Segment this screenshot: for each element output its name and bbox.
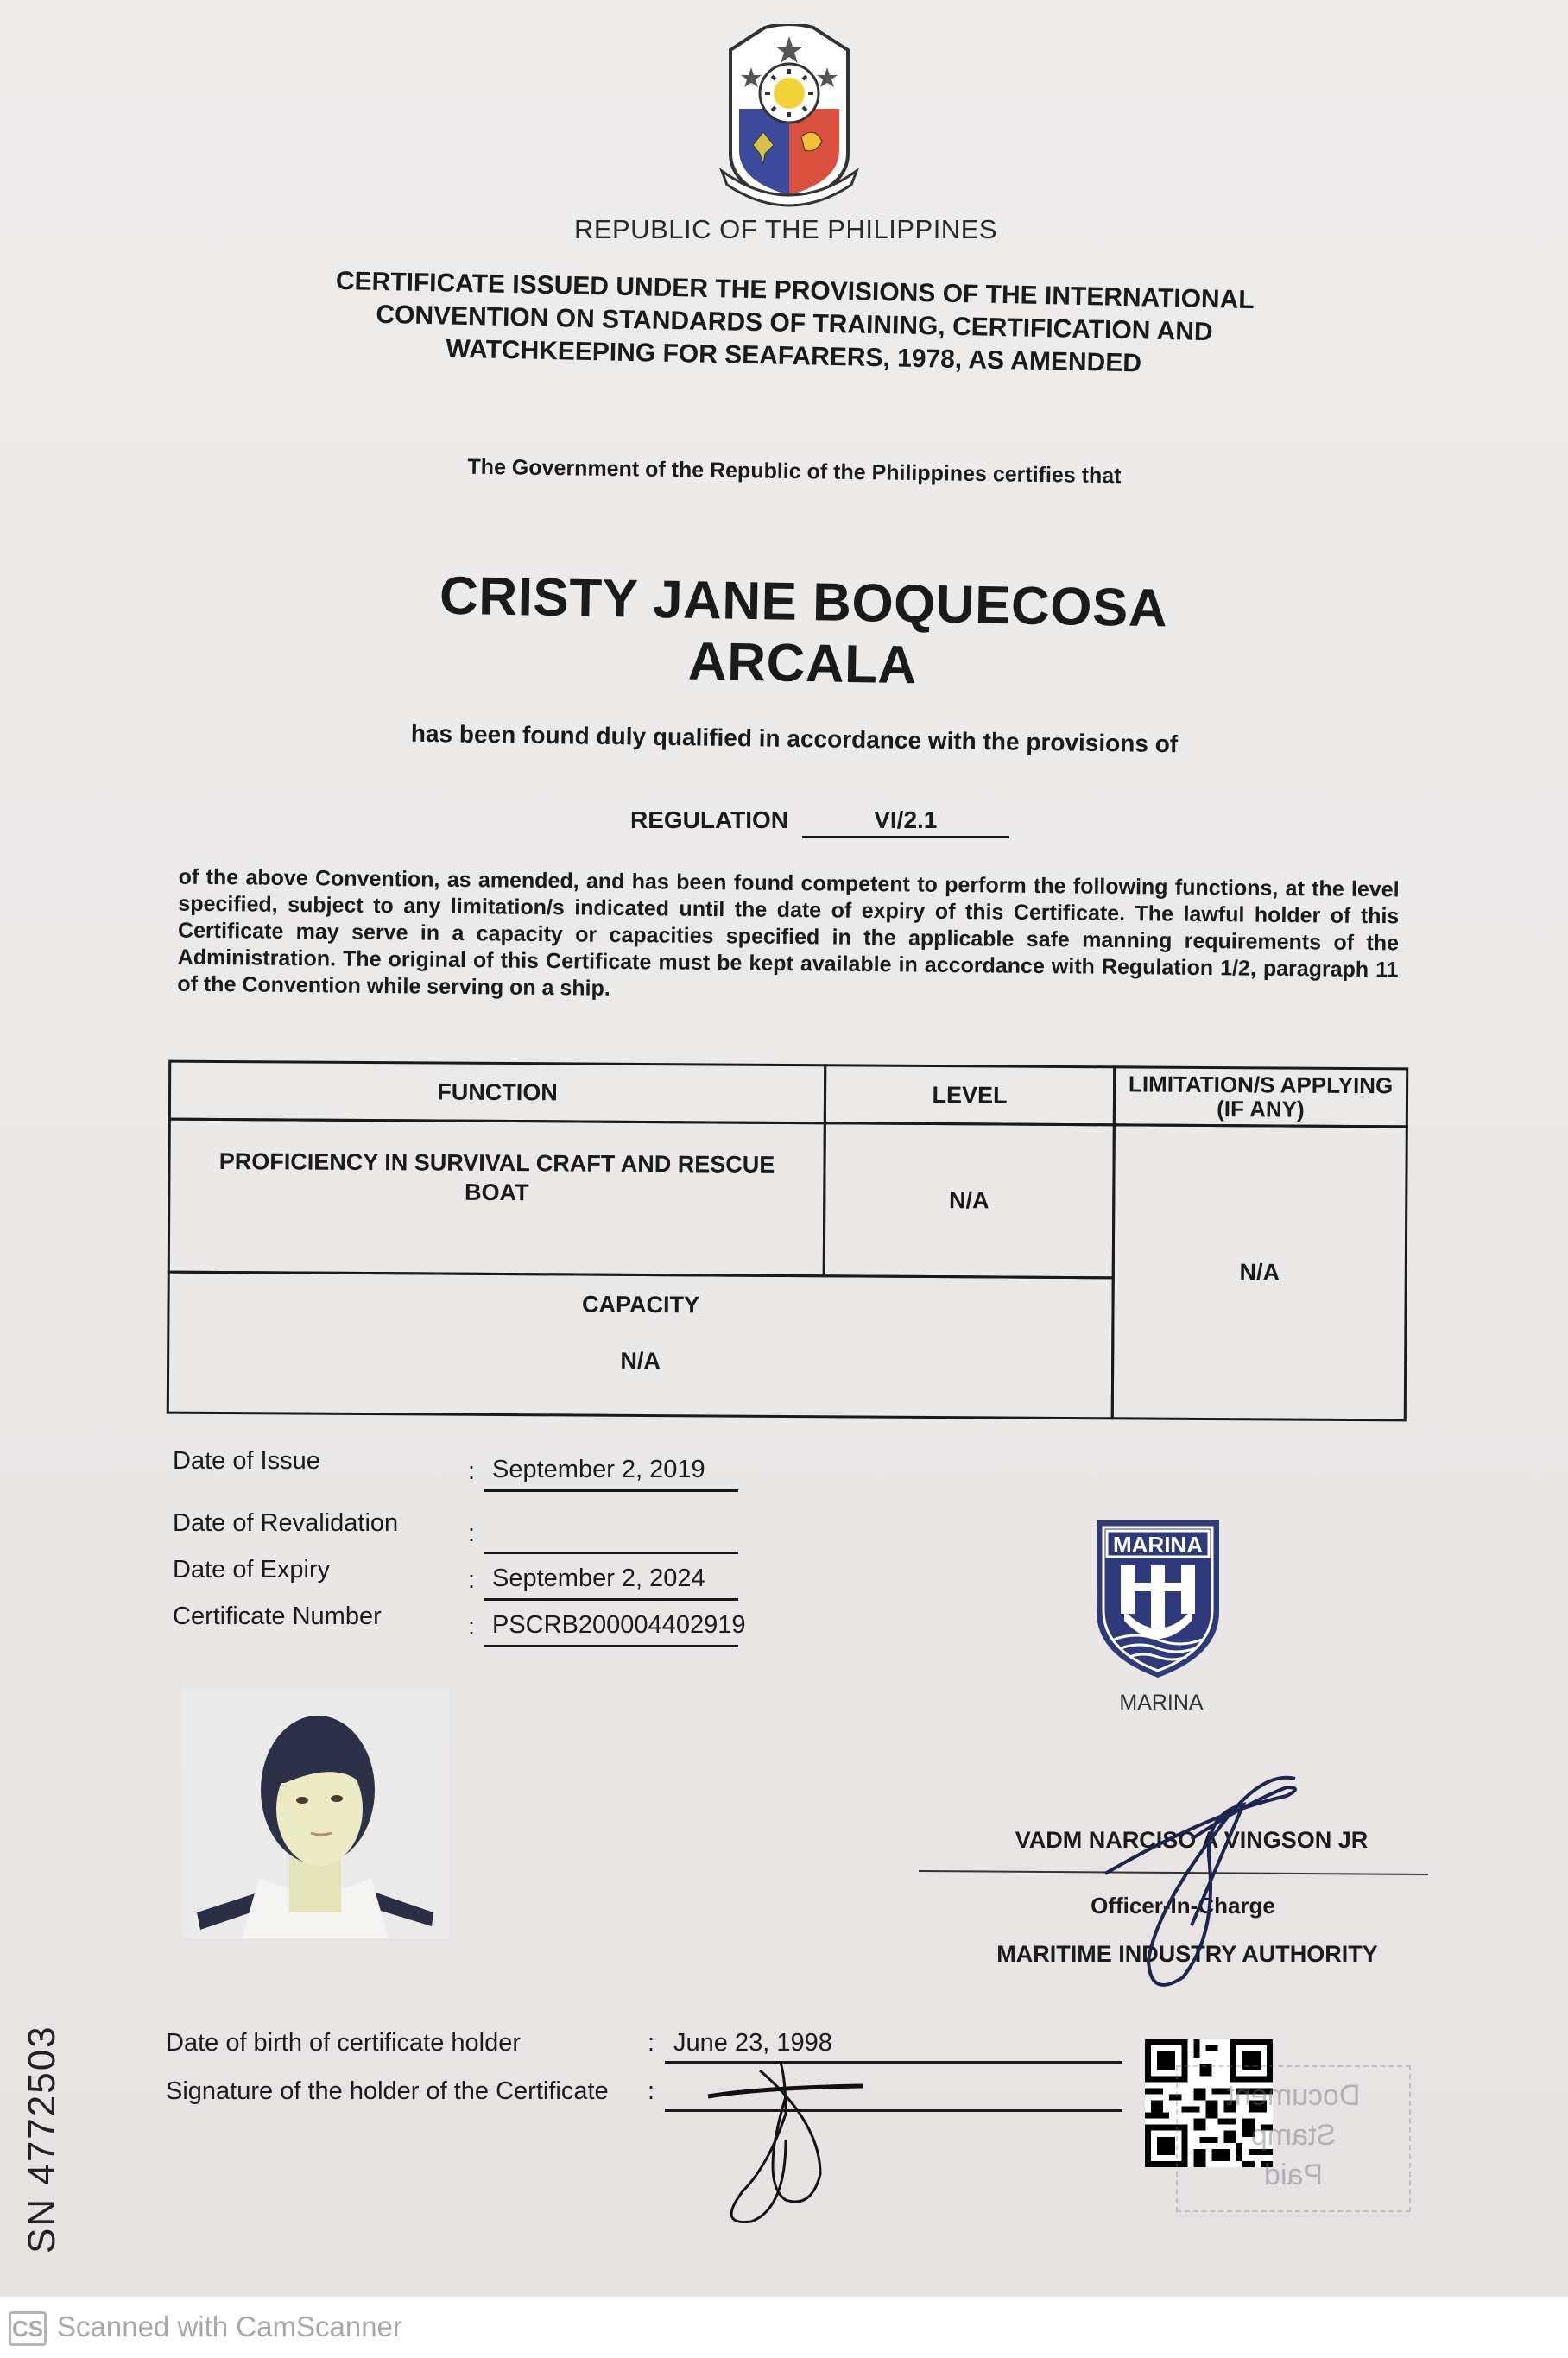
capacity-cell bbox=[167, 1271, 1115, 1420]
marina-logo-icon bbox=[1093, 1517, 1223, 1681]
detail-row-issue bbox=[173, 1447, 777, 1490]
capacity-label: CAPACITY bbox=[581, 1291, 700, 1318]
detail-label: Date of Expiry bbox=[173, 1556, 331, 1584]
capacity-value: N/A bbox=[620, 1347, 661, 1375]
function-header: FUNCTION bbox=[168, 1060, 826, 1125]
detail-label: Date of Issue bbox=[173, 1447, 320, 1475]
detail-row-expiry bbox=[173, 1556, 777, 1599]
detail-row-revalidation bbox=[173, 1509, 777, 1552]
officer-organization: MARITIME INDUSTRY AUTHORITY bbox=[996, 1941, 1378, 1967]
stamp-line: Stamp bbox=[1250, 2119, 1337, 2152]
camscanner-logo-icon: CS bbox=[9, 2311, 47, 2346]
stamp-line: Paid bbox=[1263, 2159, 1324, 2191]
level-header: LEVEL bbox=[824, 1064, 1116, 1126]
convention-paragraph: of the above Convention, as amended, and has been found competent to perform the following functions, at the level specified, subject to any limitation/s indicated until the date of expiry of this Certificate. The lawful holder of this Certificate may serve in a capacity or capacities specified in the applicable safe manning requirements of the Administration. The original of this Certificate must be kept available in accordance with Regulation 1/2, paragraph 11 of the Convention while serving on a ship. bbox=[177, 864, 1400, 1001]
holder-signature-label: Signature of the holder of the Certificate bbox=[166, 2077, 609, 2105]
officer-name: VADM NARCISO A VINGSON JR bbox=[1015, 1827, 1369, 1853]
detail-value: September 2, 2024 bbox=[484, 1565, 738, 1601]
detail-colon: : bbox=[468, 1520, 476, 1547]
detail-colon: : bbox=[468, 1566, 476, 1594]
holder-signature-colon: : bbox=[648, 2077, 655, 2105]
regulation-label: REGULATION bbox=[630, 806, 789, 833]
country-name: REPUBLIC OF THE PHILIPPINES bbox=[573, 214, 998, 244]
dob-label: Date of birth of certificate holder bbox=[166, 2029, 522, 2057]
detail-row-certificate-number bbox=[173, 1603, 777, 1646]
certifies-statement: The Government of the Republic of the Philippines certifies that bbox=[467, 454, 1122, 489]
marina-caption: MARINA bbox=[1119, 1691, 1204, 1715]
level-value: N/A bbox=[823, 1122, 1116, 1279]
certificate-title: CERTIFICATE ISSUED UNDER THE PROVISIONS OF THE INTERNATIONAL CONVENTION ON STANDARDS OF TRAINING, CERTIFICATION AND WATCHKEEPING FOR SEAFARERS, 1978, AS AMENDED bbox=[335, 266, 1255, 378]
detail-value: PSCRB200004402919 bbox=[484, 1611, 738, 1647]
detail-value: September 2, 2019 bbox=[484, 1456, 738, 1492]
dob-colon: : bbox=[648, 2029, 655, 2057]
camscanner-text: Scanned with CamScanner bbox=[57, 2311, 402, 2342]
officer-signature-icon bbox=[1088, 1761, 1312, 2012]
detail-label: Certificate Number bbox=[173, 1603, 382, 1630]
detail-colon: : bbox=[468, 1457, 476, 1485]
dob-value: June 23, 1998 bbox=[665, 2029, 1122, 2064]
regulation-value: VI/2.1 bbox=[802, 806, 1009, 838]
function-value: PROFICIENCY IN SURVIVAL CRAFT AND RESCUE BOAT bbox=[168, 1118, 826, 1278]
limitations-header: LIMITATION/S APPLYING (IF ANY) bbox=[1113, 1065, 1408, 1128]
detail-value bbox=[484, 1518, 738, 1554]
officer-title: Officer-In-Charge bbox=[1091, 1893, 1275, 1919]
detail-label: Date of Revalidation bbox=[173, 1509, 399, 1537]
stamp-line: Document bbox=[1226, 2079, 1361, 2112]
serial-number: SN 4772503 bbox=[21, 2025, 63, 2254]
document-stamp bbox=[1176, 2065, 1411, 2212]
regulation-line bbox=[630, 806, 1062, 838]
marina-badge-text: MARINA bbox=[1113, 1532, 1203, 1558]
holder-photo bbox=[181, 1688, 449, 1938]
holder-name: CRISTY JANE BOQUECOSA ARCALA bbox=[439, 566, 1168, 696]
philippine-seal-icon bbox=[713, 24, 865, 214]
detail-colon: : bbox=[468, 1613, 476, 1640]
limitations-value: N/A bbox=[1111, 1123, 1408, 1421]
functions-table bbox=[167, 1060, 1408, 1422]
qualified-statement: has been found duly qualified in accordance with the provisions of bbox=[410, 719, 1179, 758]
holder-signature-icon bbox=[691, 2062, 889, 2235]
